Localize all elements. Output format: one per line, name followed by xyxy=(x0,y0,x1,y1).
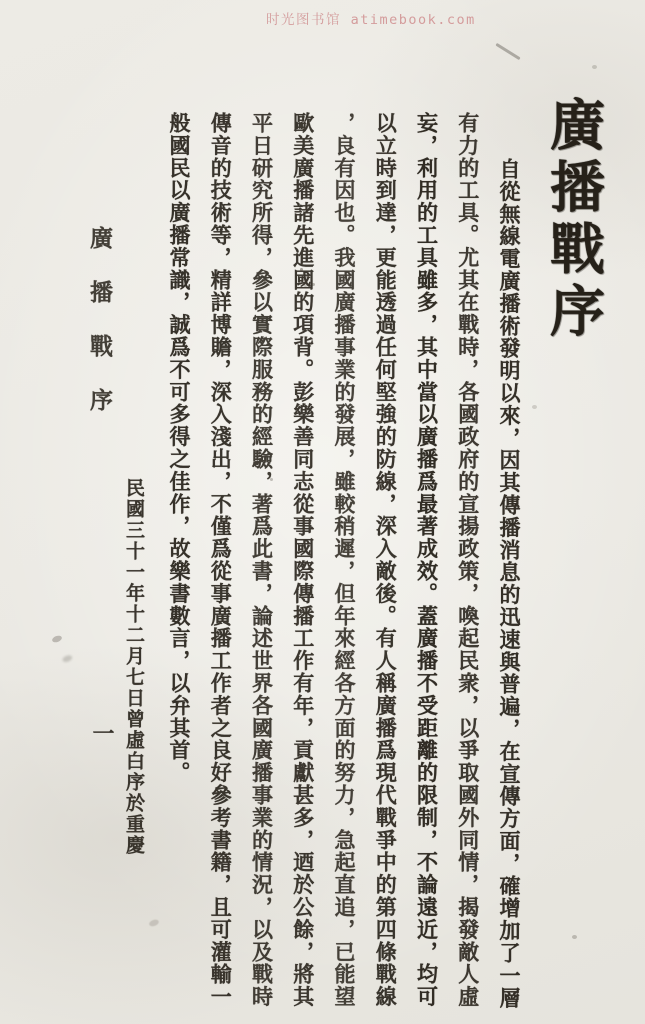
margin-running-title: 廣播戰序 xyxy=(87,226,112,442)
text-column-7: 平日研究所得，參以實際服務的經驗，著爲此書，論述世界各國廣播事業的情況，以及戰時 xyxy=(249,112,274,1008)
preface-body xyxy=(168,112,520,1014)
text-column-2: 有力的工具。尤其在戰時，各國政府的宣揚政策，喚起民衆，以爭取國外同情，揭發敵人虛 xyxy=(455,112,480,1008)
ink-specks xyxy=(572,935,577,939)
text-column-1: 自從無線電廣播術發明以來，因其傳播消息的迅速與普遍，在宣傳方面，確增加了一層 xyxy=(497,158,521,1010)
text-column-5: ，良有因也。我國廣播事業的發展，雖較稍遲，但年來經各方面的努力，急起直追，已能望 xyxy=(332,112,356,1008)
text-column-6: 歐美廣播諸先進國的項背。彭樂善同志從事國際傳播工作有年，貢獻甚多，迺於公餘，將其 xyxy=(290,112,315,1008)
library-watermark: 时光图书馆 atimebook.com xyxy=(266,12,476,28)
text-column-4: 以立時到達，更能透過任何堅強的防線，深入敵後。有人稱廣播爲現代戰爭中的第四條戰線 xyxy=(373,112,398,1008)
ink-smudge xyxy=(51,634,62,643)
text-column-9: 般國民以廣播常識，誠爲不可多得之佳作，故樂書數言，以弁其首。 xyxy=(167,112,191,784)
ink-smudge xyxy=(495,43,520,60)
text-column-8: 傳音的技術等，精詳博贍，深入淺出，不僅爲從事廣播工作者之良好參考書籍，且可灌輸一 xyxy=(208,112,233,1008)
text-column-3: 妄，利用的工具雖多，其中當以廣播爲最著成效。蓋廣播不受距離的限制，不論遠近，均可 xyxy=(414,112,439,1008)
page-title: 廣播戰序 xyxy=(542,96,603,344)
date-signature-column: 民國三十一年十二月七日曾虛白序於重慶 xyxy=(123,478,144,856)
page-number: 一 xyxy=(90,722,115,744)
